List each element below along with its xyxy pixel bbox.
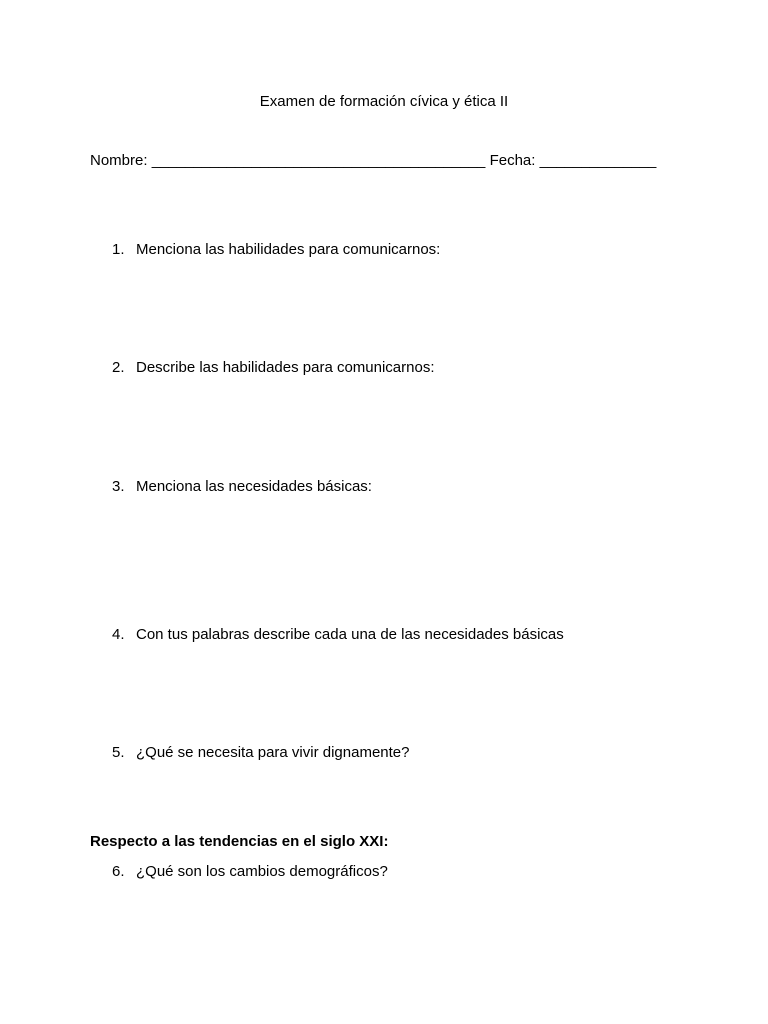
question-number: 6. <box>112 863 125 880</box>
question-number: 3. <box>112 478 125 495</box>
question-text: Menciona las habilidades para comunicarnos: <box>136 241 441 258</box>
question-number: 5. <box>112 744 125 761</box>
question-text: Describe las habilidades para comunicarnos: <box>136 359 435 376</box>
question-text: ¿Qué se necesita para vivir dignamente? <box>136 744 410 761</box>
name-date-line <box>90 152 656 169</box>
question-6 <box>112 863 388 880</box>
question-text: Con tus palabras describe cada una de las necesidades básicas <box>136 626 564 643</box>
exam-title: Examen de formación cívica y ética II <box>259 93 509 110</box>
question-number: 1. <box>112 241 125 258</box>
question-3 <box>112 478 372 495</box>
question-4 <box>112 626 564 643</box>
date-label: Fecha: <box>489 152 536 169</box>
question-number: 4. <box>112 626 125 643</box>
name-label: Nombre: <box>90 152 148 169</box>
question-text: ¿Qué son los cambios demográficos? <box>136 863 388 880</box>
name-blank: ________________________________________ <box>151 152 486 169</box>
question-1 <box>112 241 440 258</box>
question-number: 2. <box>112 359 125 376</box>
question-text: Menciona las necesidades básicas: <box>136 478 372 495</box>
question-2 <box>112 359 435 376</box>
question-5 <box>112 744 409 761</box>
date-blank: ______________ <box>539 152 657 169</box>
section-heading: Respecto a las tendencias en el siglo XXI: <box>90 833 389 850</box>
